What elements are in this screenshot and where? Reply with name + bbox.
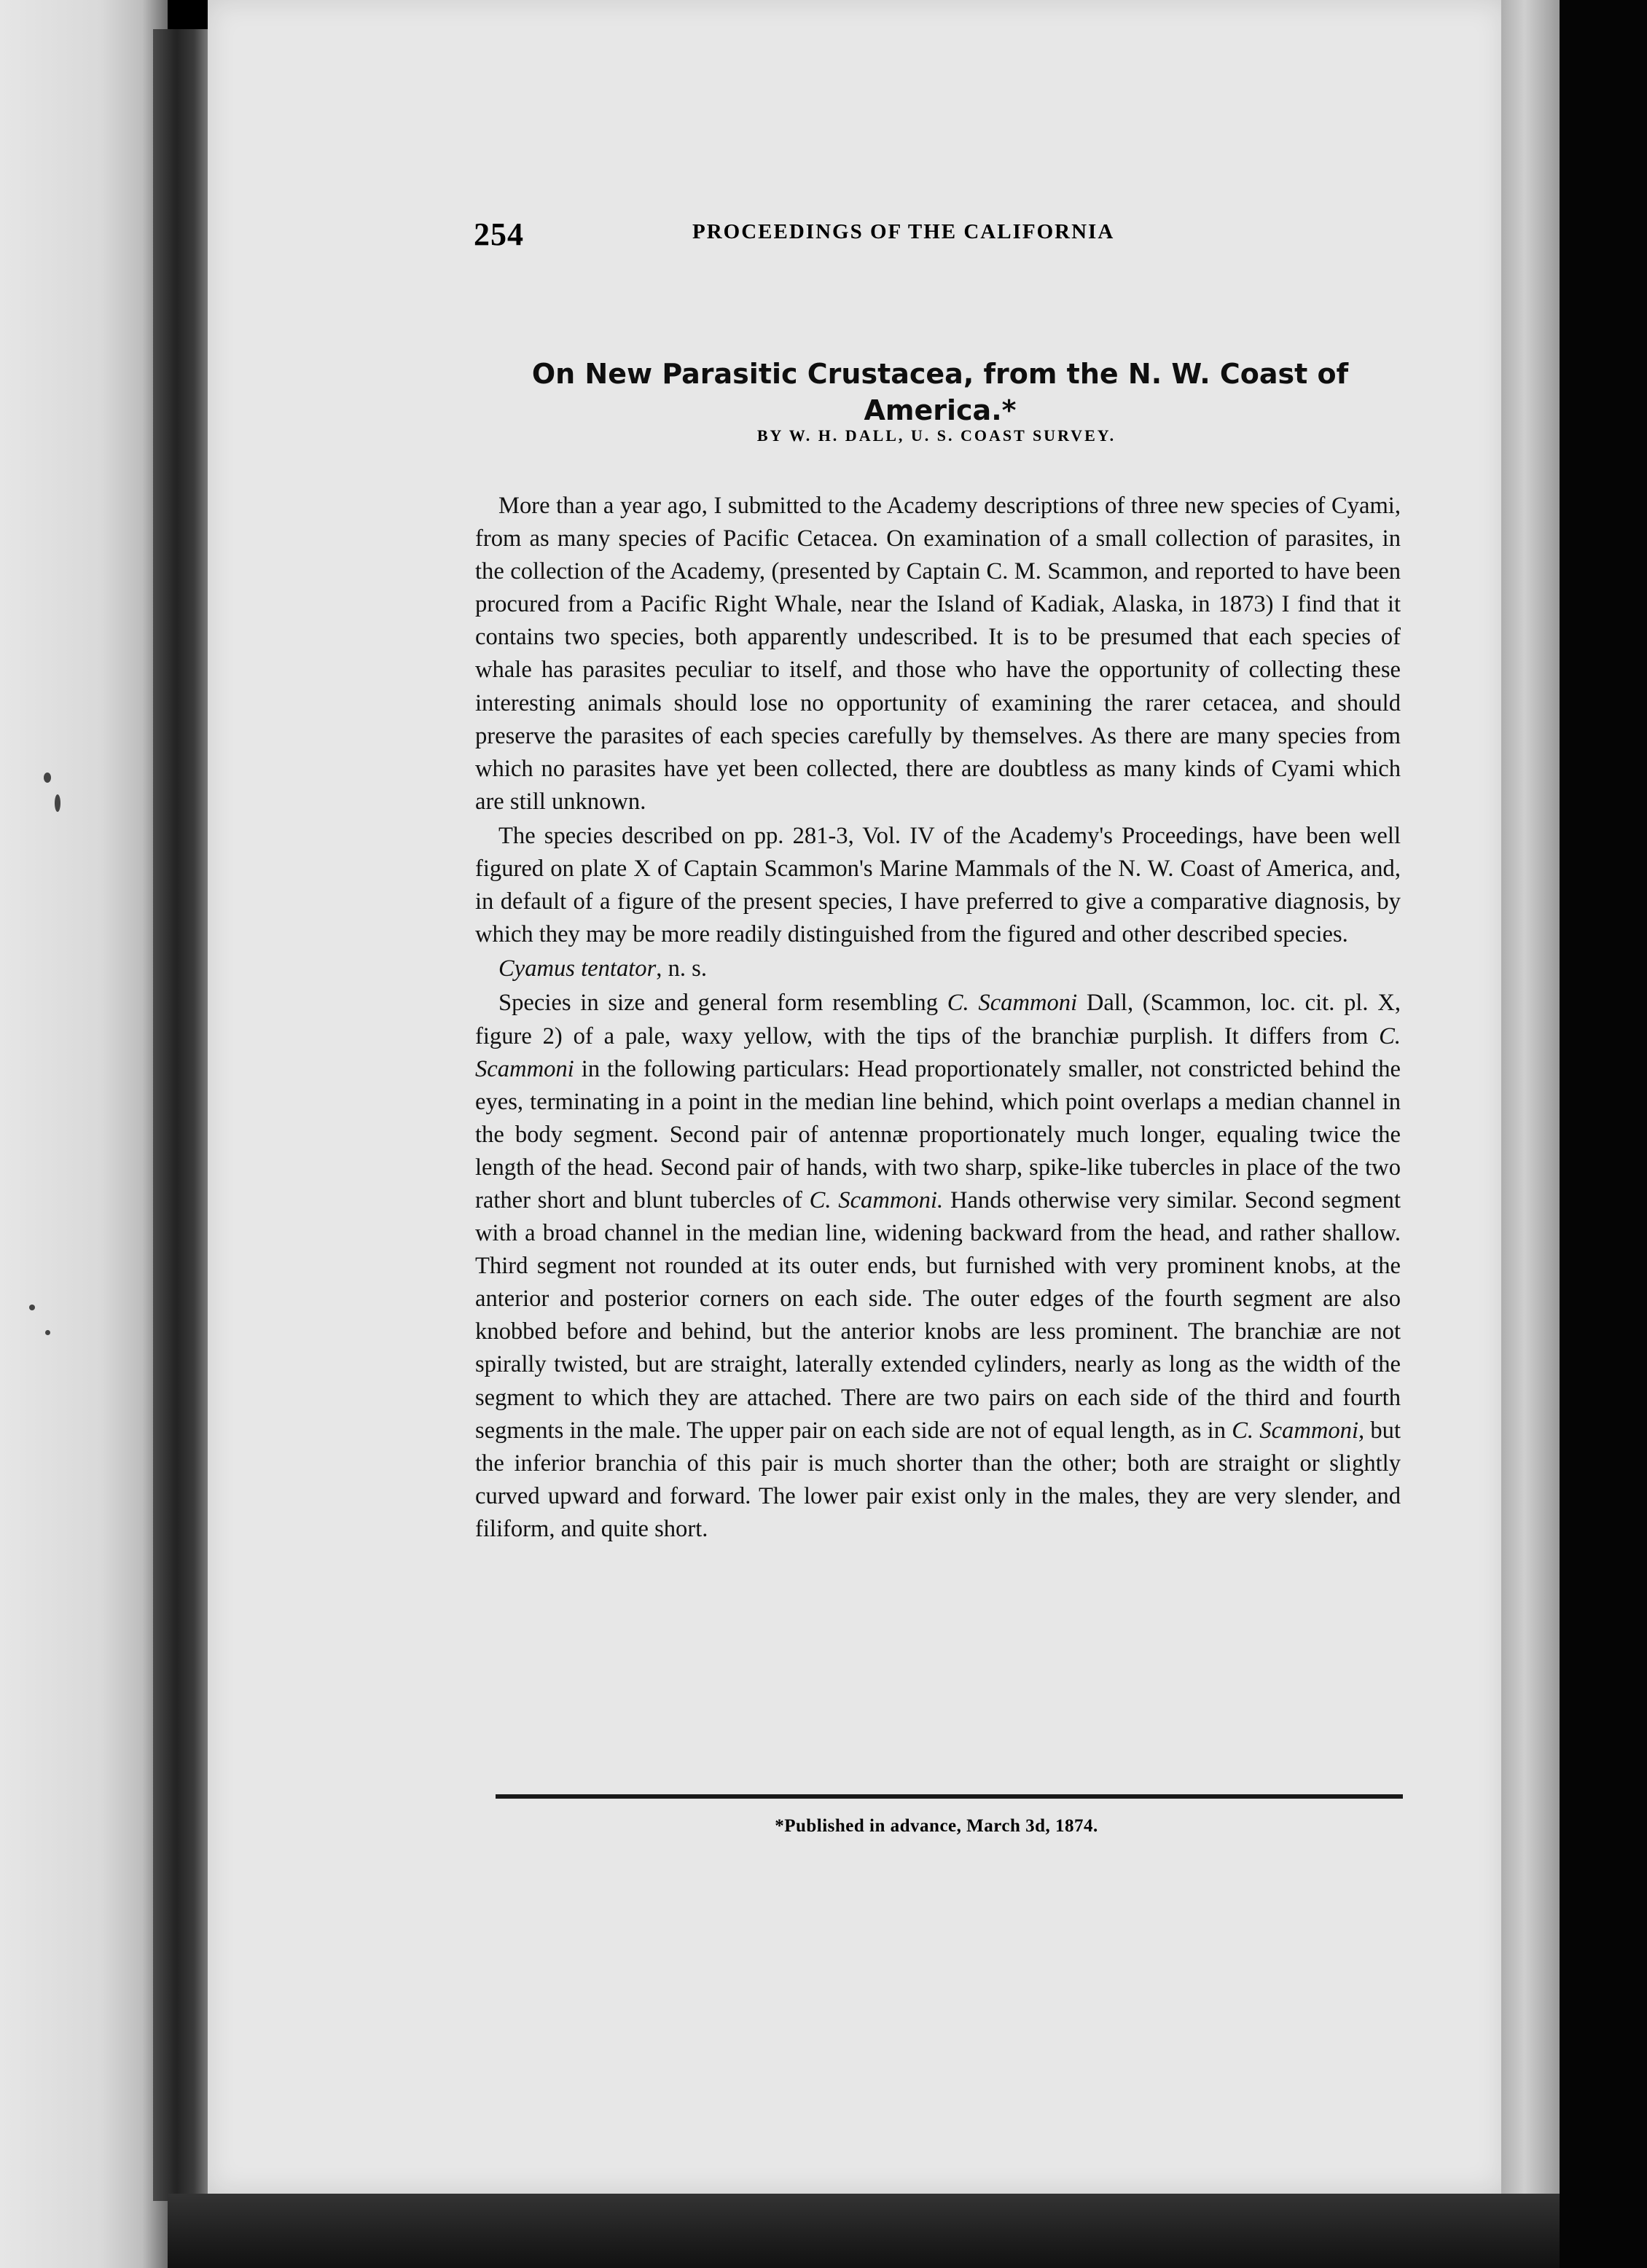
paragraph-intro: More than a year ago, I submitted to the Academy descriptions of three new species of Cyami, from as many species of Pacific Cetacea. On examination of a small collection of parasites, in the collection of the Academy, (presented by Captain C. M. Scammon, and reported to have been procured from a Pacific Right Whale, near the Island of Kadiak, Alaska, in 1873) I find that it contains two species, both apparently undescribed. It is to be presumed that each species of whale has parasites peculiar to itself, and those who have the opportunity of collecting these interesting animals should lose no opportunity of examining the rarer cetacea, and should preserve the parasites of each species carefully by themselves. As there are many species from which no parasites have yet been collected, there are doubtless as many kinds of Cyami which are still unknown. [475, 493, 1401, 815]
article-title [510, 356, 1370, 429]
right-page-edge [1501, 0, 1560, 2268]
book-spine-shadow [153, 29, 211, 2201]
text-run: but the inferior branchia of this pair is much shorter than the other; both are straight or slightly curved upward and forward. The lower pair exist only in the males, they are very slender, and filiform, and quite short. [475, 1417, 1401, 1542]
species-reference: C. Scammoni. [809, 1186, 944, 1213]
species-reference: C. Scammoni [947, 990, 1078, 1017]
running-head [474, 216, 1399, 252]
footnote: *Published in advance, March 3d, 1874. [775, 1816, 1098, 1836]
text-run: in the following particulars: Head proportionately smaller, not constricted behind the eyes, terminating in a point in the median line behind, which point overlaps a median channel in the body segment. Second pair of antennæ proportionately much longer, equaling twice the length of the head. Second pair of hands, with two sharp, spike-like tubercles in place of the two rather short and blunt tubercles of [475, 1055, 1401, 1213]
left-margin-background [0, 0, 168, 2268]
species-suffix: , n. s. [656, 955, 707, 982]
species-reference: C. Scammoni [475, 1022, 1401, 1082]
text-run: Dall, (Scammon, loc. cit. pl. X, figure 2) of a pale, waxy yellow, with the tips of the branchiæ purplish. It differs from [475, 990, 1401, 1049]
right-dark-border [1560, 0, 1647, 2268]
article-title-line-1: On New Parasitic Crustacea, from the N. W. Coast of [531, 358, 1349, 390]
paragraph-species-description [475, 987, 1401, 1546]
margin-speck [44, 773, 51, 783]
species-heading [475, 953, 1401, 985]
footnote-rule [496, 1794, 1403, 1799]
article-body [475, 490, 1401, 1546]
text-run: Species in size and general form resembling [498, 990, 947, 1017]
byline: BY W. H. DALL, U. S. COAST SURVEY. [756, 426, 1116, 445]
paragraph-figures: The species described on pp. 281-3, Vol. IV of the Academy's Proceedings, have been well figured on plate X of Captain Scammon's Marine Mammals of the N. W. Coast of America, and, in default of a figure of the present species, I have preferred to give a comparative diagnosis, by which they may be more readily distinguished from the figured and other described species. [475, 822, 1401, 948]
margin-speck [45, 1330, 50, 1335]
text-run: Hands otherwise very similar. Second segment with a broad channel in the median line, widening backward from the head, and rather shallow. Third segment not rounded at its outer ends, but furnished with very prominent knobs, at the anterior and posterior corners on each side. The outer edges of the fourth segment are also knobbed before and behind, but the anterior knobs are less prominent. The branchiæ are not spirally twisted, but are straight, laterally extended cylinders, nearly as long as the width of the segment to which they are attached. There are two pairs on each side of the third and fourth segments in the male. The upper pair on each side are not of equal length, as in [475, 1186, 1401, 1444]
page-number: 254 [474, 216, 524, 252]
running-title: PROCEEDINGS OF THE CALIFORNIA [692, 220, 1115, 243]
article-title-line-2: America.* [864, 394, 1017, 426]
bottom-dark-border [168, 2194, 1560, 2268]
species-name: Cyamus tentator [498, 955, 657, 982]
species-reference: C. Scammoni, [1232, 1417, 1365, 1444]
margin-speck [29, 1305, 35, 1310]
margin-speck [55, 794, 60, 812]
